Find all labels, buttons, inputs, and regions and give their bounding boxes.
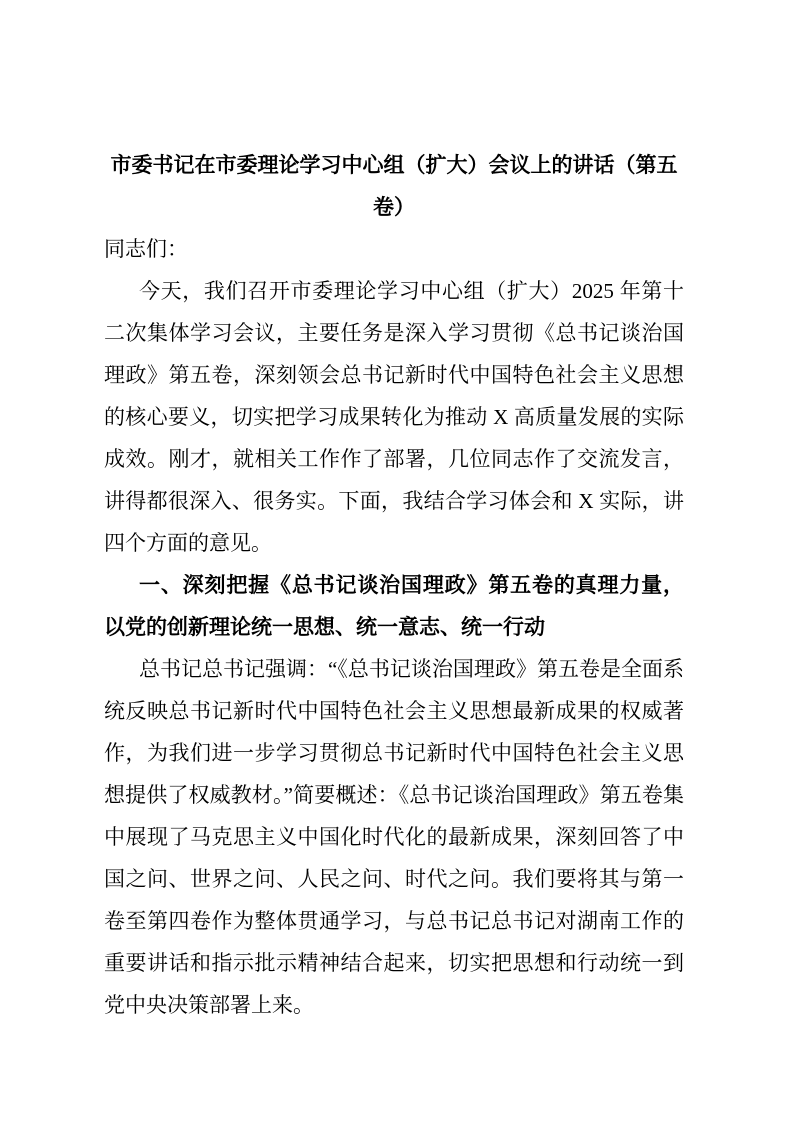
body-paragraph: 总书记总书记强调：“《总书记谈治国理政》第五卷是全面系统反映总书记新时代中国特色社会主义思想最新成果的权威著作，为我们进一步学习贯彻总书记新时代中国特色社会主义思想提供了权威教材。”简要概述：《总书记谈治国理政》第五卷集中展现了马克思主义中国化时代化的最新成果，深刻回答了中国之问、世界之问、人民之问、时代之问。我们要将其与第一卷至第四卷作为整体贯通学习，与总书记总书记对湖南工作的重要讲话和指示批示精神结合起来，切实把思想和行动统一到党中央决策部署上来。 (104, 657, 684, 1017)
document-body (104, 228, 684, 1026)
body-paragraph: 今天，我们召开市委理论学习中心组（扩大）2025 年第十二次集体学习会议，主要任务是深入学习贯彻《总书记谈治国理政》第五卷，深刻领会总书记新时代中国特色社会主义思想的核心要义，切实把学习成果转化为推动 X 高质量发展的实际成效。刚才，就相关工作作了部署，几位同志作了交流发言，讲得都很深入、很务实。下面，我结合学习体会和 X 实际，讲四个方面的意见。 (104, 279, 684, 555)
document-title: 市委书记在市委理论学习中心组（扩大）会议上的讲话（第五卷） (110, 153, 678, 219)
salutation: 同志们： (104, 237, 188, 261)
section-heading: 一、深刻把握《总书记谈治国理政》第五卷的真理力量，以党的创新理论统一思想、统一意志、统一行动 (104, 573, 684, 639)
document-content (104, 144, 684, 1026)
